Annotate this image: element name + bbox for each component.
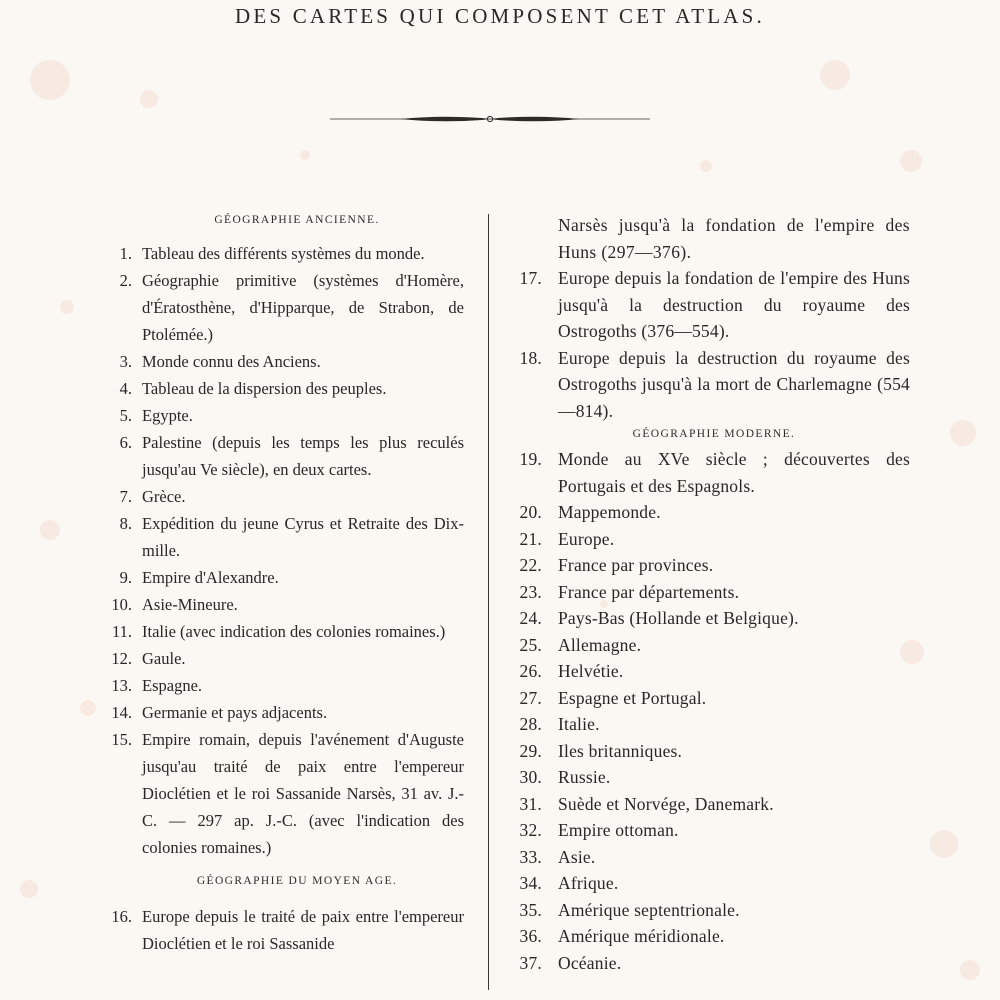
- map-entry: [518, 897, 910, 924]
- entry-title: Amérique septentrionale.: [558, 899, 740, 920]
- map-entry: [112, 564, 464, 591]
- entry-title: Suède et Norvége, Danemark.: [558, 793, 774, 814]
- map-entry: [112, 726, 464, 861]
- ancient-maps-list: [112, 240, 464, 861]
- entry-number: 13.: [111, 676, 132, 695]
- entry-number: 2.: [119, 271, 132, 290]
- map-entry: [518, 844, 910, 871]
- entry-number: 28.: [519, 714, 542, 734]
- entry-title: Amérique méridionale.: [558, 926, 725, 946]
- entry-number: 36.: [519, 926, 542, 946]
- entry-title: France par départements.: [558, 581, 740, 602]
- entry-number: 17.: [519, 268, 542, 288]
- entry-title: Océanie.: [558, 952, 622, 973]
- entry-number: 29.: [519, 740, 542, 761]
- entry-number: 20.: [519, 502, 542, 522]
- entry-title: Pays-Bas (Hollande et Belgique).: [558, 608, 799, 628]
- section-heading-middle-age: GÉOGRAPHIE DU MOYEN AGE.: [196, 875, 398, 887]
- entry-title: Europe depuis la destruction du royaume des Ostrogoths jusqu'à la mort de Charlemagne (554—814).: [558, 347, 910, 421]
- entry-number: 8.: [119, 514, 132, 533]
- entry-number: 5.: [119, 406, 132, 425]
- entry-title: Espagne et Portugal.: [558, 687, 707, 708]
- map-entry: [112, 618, 464, 645]
- entry-title: Tableau de la dispersion des peuples.: [142, 379, 387, 398]
- map-entry: [112, 903, 464, 957]
- entry-number: 14.: [111, 703, 132, 722]
- entry-number: 30.: [519, 767, 542, 787]
- map-entry: [112, 240, 464, 267]
- entry-continuation: Narsès jusqu'à la fondation de l'empire des Huns (297—376).: [558, 215, 910, 262]
- entry-title: France par provinces.: [558, 555, 714, 575]
- entry-number: 34.: [519, 873, 542, 893]
- map-entry: [518, 446, 910, 499]
- map-entry: [518, 526, 910, 553]
- entry-title: Empire d'Alexandre.: [142, 568, 279, 587]
- entry-number: 18.: [519, 347, 542, 368]
- entry-number: 9.: [119, 568, 132, 587]
- map-entry: [518, 552, 910, 579]
- entry-title: Asie.: [558, 846, 596, 867]
- map-entry: [112, 375, 464, 402]
- entry-number: 32.: [519, 820, 542, 840]
- entry-number: 6.: [119, 433, 132, 452]
- entry-title: Helvétie.: [558, 661, 624, 681]
- modern-maps-list: [518, 446, 910, 976]
- map-entry: [518, 711, 910, 738]
- entry-title: Monde au XVe siècle ; découvertes des Portugais et des Espagnols.: [558, 449, 910, 496]
- entry-number: 10.: [111, 595, 132, 614]
- entry-title: Egypte.: [142, 406, 193, 425]
- section-heading-ancient: GÉOGRAPHIE ANCIENNE.: [214, 214, 380, 226]
- entry-number: 37.: [519, 952, 542, 973]
- map-entry: [112, 510, 464, 564]
- map-entry: [518, 579, 910, 606]
- map-entry: [518, 658, 910, 685]
- map-entry: [518, 817, 910, 844]
- entry-number: 27.: [519, 687, 542, 708]
- entry-number: 12.: [111, 649, 132, 668]
- entry-title: Monde connu des Anciens.: [142, 352, 321, 371]
- map-entry: [112, 672, 464, 699]
- ornamental-rule: [330, 112, 650, 126]
- entry-title: Grèce.: [142, 487, 186, 506]
- entry-title: Expédition du jeune Cyrus et Retraite des Dix-mille.: [142, 514, 464, 560]
- entry-number: 4.: [119, 379, 132, 398]
- map-entry: [112, 699, 464, 726]
- entry-number: 26.: [519, 661, 542, 681]
- entry-title: Italie (avec indication des colonies romaines.): [142, 622, 446, 641]
- entry-title: Palestine (depuis les temps les plus reculés jusqu'au Ve siècle), en deux cartes.: [142, 433, 464, 479]
- entry-number: 35.: [519, 899, 542, 920]
- entry-number: 24.: [519, 608, 542, 628]
- entry-title: Russie.: [558, 767, 611, 787]
- entry-title: Italie.: [558, 714, 600, 734]
- entry-number: 23.: [519, 581, 542, 602]
- map-entry: [112, 402, 464, 429]
- entry-title: Europe depuis le traité de paix entre l'empereur Dioclétien et le roi Sassanide: [142, 907, 464, 953]
- entry-title: Gaule.: [142, 649, 186, 668]
- entry-title: Europe depuis la fondation de l'empire des Huns jusqu'à la destruction du royaume des Ostrogoths (376—554).: [558, 268, 910, 341]
- entry-title: Germanie et pays adjacents.: [142, 703, 328, 722]
- map-entry: [518, 738, 910, 765]
- middle-age-maps-list: [112, 903, 464, 957]
- map-entry: [518, 764, 910, 791]
- entry-title: Tableau des différents systèmes du monde.: [142, 244, 425, 263]
- map-entry: [518, 923, 910, 950]
- entry-number: 19.: [519, 449, 542, 469]
- entry-title: Asie-Mineure.: [142, 595, 238, 614]
- entry-number: 11.: [111, 622, 132, 641]
- entry-title: Empire ottoman.: [558, 820, 679, 840]
- map-entry: [112, 645, 464, 672]
- entry-number: 7.: [119, 487, 132, 506]
- entry-title: Iles britanniques.: [558, 740, 683, 761]
- middle-age-maps-list-continued: [518, 265, 910, 424]
- map-entry: [518, 632, 910, 659]
- entry-number: 21.: [519, 528, 542, 549]
- map-entry: [518, 950, 910, 977]
- page-title: DES CARTES QUI COMPOSENT CET ATLAS.: [234, 4, 766, 28]
- map-entry: [518, 605, 910, 632]
- entry-title: Empire romain, depuis l'avénement d'Auguste jusqu'au traité de paix entre l'empereur Dioclétien et le roi Sassanide Narsès, 31 av. J.-C. — 297 ap. J.-C. (avec l'indication des colonies romaines.): [142, 730, 464, 857]
- map-entry: [112, 591, 464, 618]
- entry-number: 22.: [519, 555, 542, 575]
- entry-title: Allemagne.: [558, 634, 642, 655]
- map-entry: [112, 483, 464, 510]
- entry-number: 31.: [519, 793, 542, 814]
- section-heading-modern: GÉOGRAPHIE MODERNE.: [632, 428, 796, 440]
- entry-number: 25.: [519, 634, 542, 655]
- entry-title: Géographie primitive (systèmes d'Homère, d'Ératosthène, d'Hipparque, de Strabon, de Ptolémée.): [142, 271, 464, 344]
- map-entry: [112, 348, 464, 375]
- left-column: [112, 214, 464, 957]
- map-entry: [518, 791, 910, 818]
- entry-title: Espagne.: [142, 676, 203, 695]
- right-column: [518, 212, 910, 976]
- map-entry: [518, 265, 910, 345]
- entry-title: Mappemonde.: [558, 502, 661, 522]
- map-entry: [518, 870, 910, 897]
- map-entry: [112, 267, 464, 348]
- column-divider: [488, 214, 489, 990]
- entry-number: 1.: [119, 244, 132, 263]
- map-entry: [518, 499, 910, 526]
- entry-title: Afrique.: [558, 873, 619, 893]
- map-entry: [518, 345, 910, 425]
- map-entry: [518, 685, 910, 712]
- map-entry: [112, 429, 464, 483]
- entry-number: 33.: [519, 846, 542, 867]
- entry-number: 3.: [119, 352, 132, 371]
- entry-title: Europe.: [558, 528, 615, 549]
- entry-number: 15.: [111, 730, 132, 749]
- entry-number: 16.: [111, 907, 132, 926]
